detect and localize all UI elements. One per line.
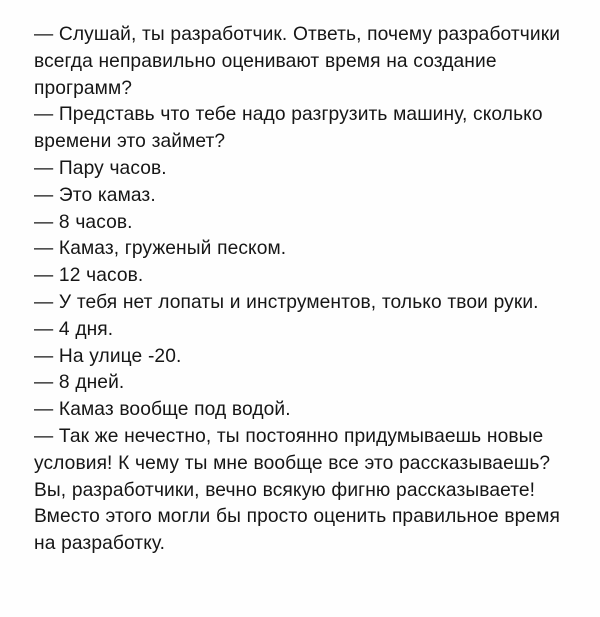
dialogue-line: — Камаз, груженый песком. — [34, 238, 287, 260]
dialogue-line: — У тебя нет лопаты и инструментов, только твои руки. — [34, 291, 539, 313]
dialogue-line: — На улице -20. — [34, 345, 182, 367]
dialogue-line: — 4 дня. — [34, 318, 114, 340]
dialogue-line: — Пару часов. — [34, 157, 167, 179]
dialogue-line: — Камаз вообще под водой. — [34, 399, 291, 421]
dialogue-line: — 8 часов. — [34, 211, 133, 233]
dialogue-line: — 12 часов. — [34, 265, 144, 287]
dialogue-line: — Слушай, ты разработчик. Ответь, почему разработчики всегда неправильно оценивают время на создание программ? — [34, 24, 561, 99]
dialogue-line: — Так же нечестно, ты постоянно придумываешь новые условия! К чему ты мне вообще все это рассказываешь? Вы, разработчики, вечно всякую фигню рассказываете! Вместо этого могли бы просто оценить правильное время на разработку. — [34, 425, 560, 555]
dialogue-line: — Представь что тебе надо разгрузить машину, сколько времени это займет? — [34, 104, 543, 153]
dialogue-text-block — [34, 22, 572, 558]
dialogue-line: — 8 дней. — [34, 372, 125, 394]
dialogue-line: — Это камаз. — [34, 184, 156, 206]
